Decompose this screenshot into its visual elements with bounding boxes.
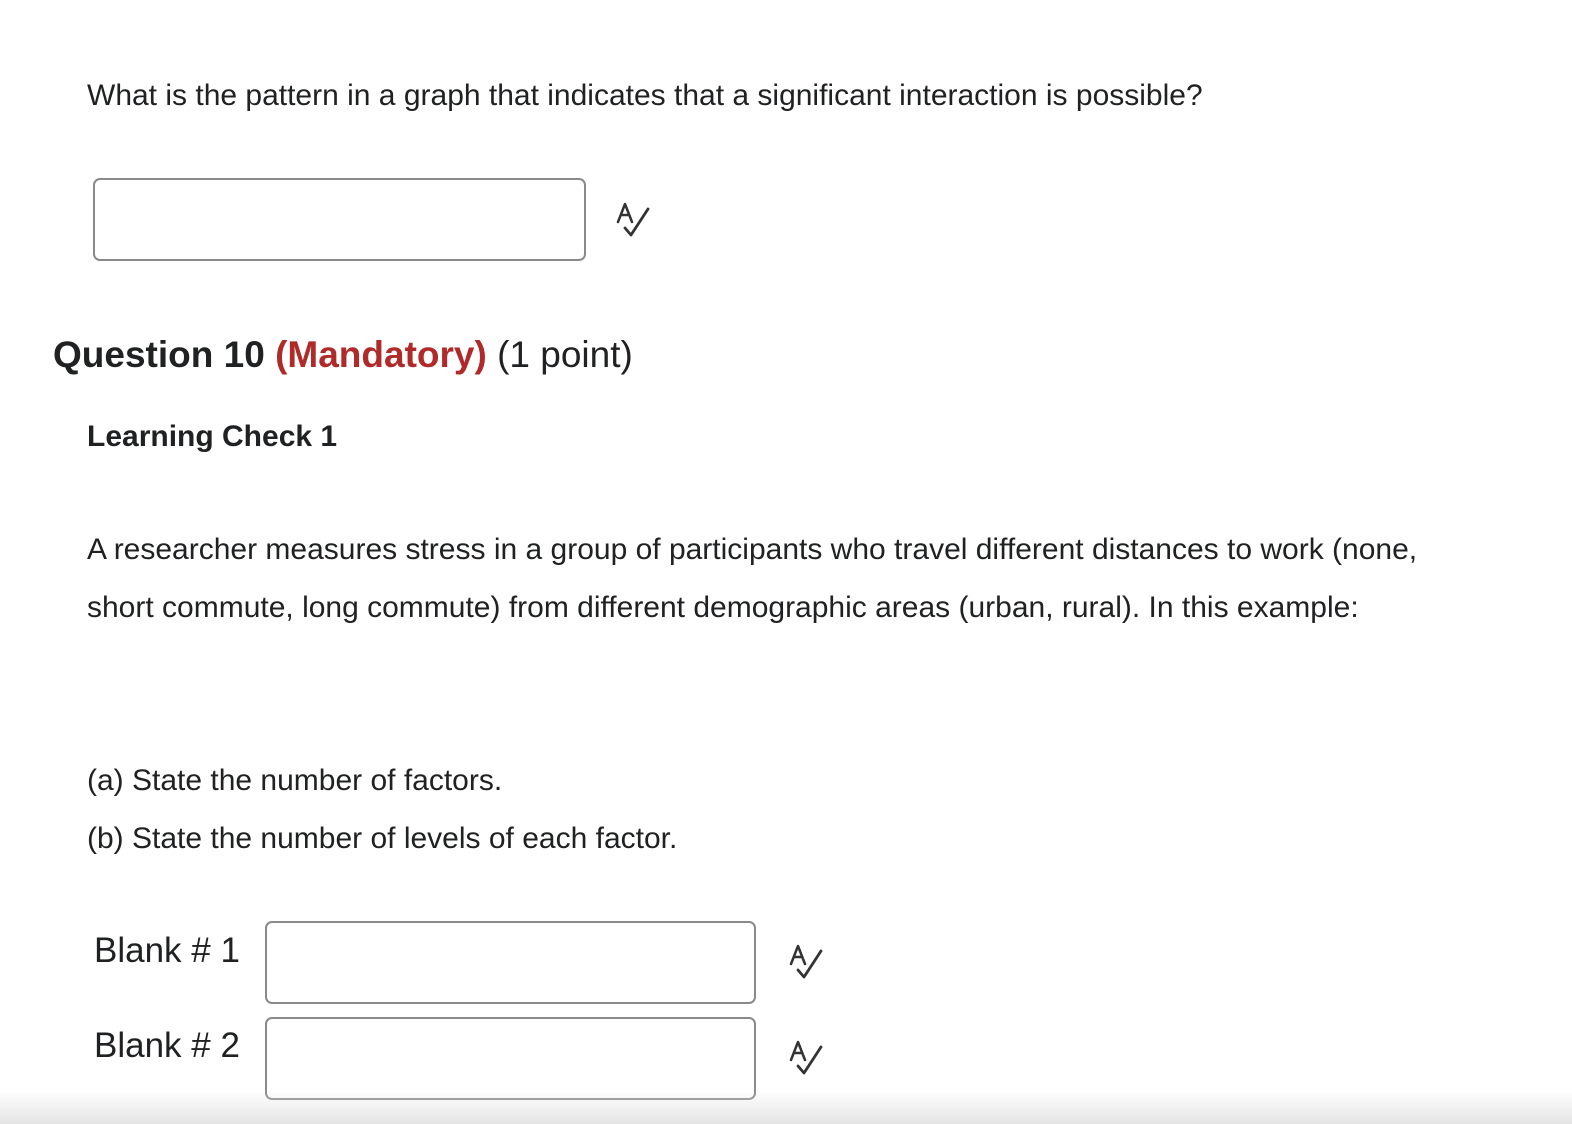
spellcheck-icon[interactable] <box>613 200 653 240</box>
question-body: A researcher measures stress in a group of participants who travel different distances to work (none, short commute, long commute) from different demographic areas (urban, rural). In this example: <box>87 533 1418 624</box>
previous-answer-input[interactable] <box>93 178 586 261</box>
question-title: Question 10 <box>53 334 265 375</box>
blank-2-label: Blank # 2 <box>94 1026 240 1065</box>
part-b-text: (b) State the number of levels of each factor. <box>87 822 678 855</box>
part-a-text: (a) State the number of factors. <box>87 764 503 797</box>
bottom-shadow <box>0 1090 1572 1124</box>
mandatory-label: (Mandatory) <box>275 334 487 375</box>
previous-question-text: What is the pattern in a graph that indicates that a significant interaction is possible? <box>87 79 1203 112</box>
spellcheck-icon[interactable] <box>786 1038 826 1078</box>
blank-1-input[interactable] <box>265 921 756 1004</box>
question-header <box>53 330 633 380</box>
spellcheck-icon[interactable] <box>786 942 826 982</box>
points-label: (1 point) <box>497 334 633 375</box>
blank-1-label: Blank # 1 <box>94 931 240 970</box>
blank-2-input[interactable] <box>265 1017 756 1100</box>
section-title: Learning Check 1 <box>87 420 338 453</box>
